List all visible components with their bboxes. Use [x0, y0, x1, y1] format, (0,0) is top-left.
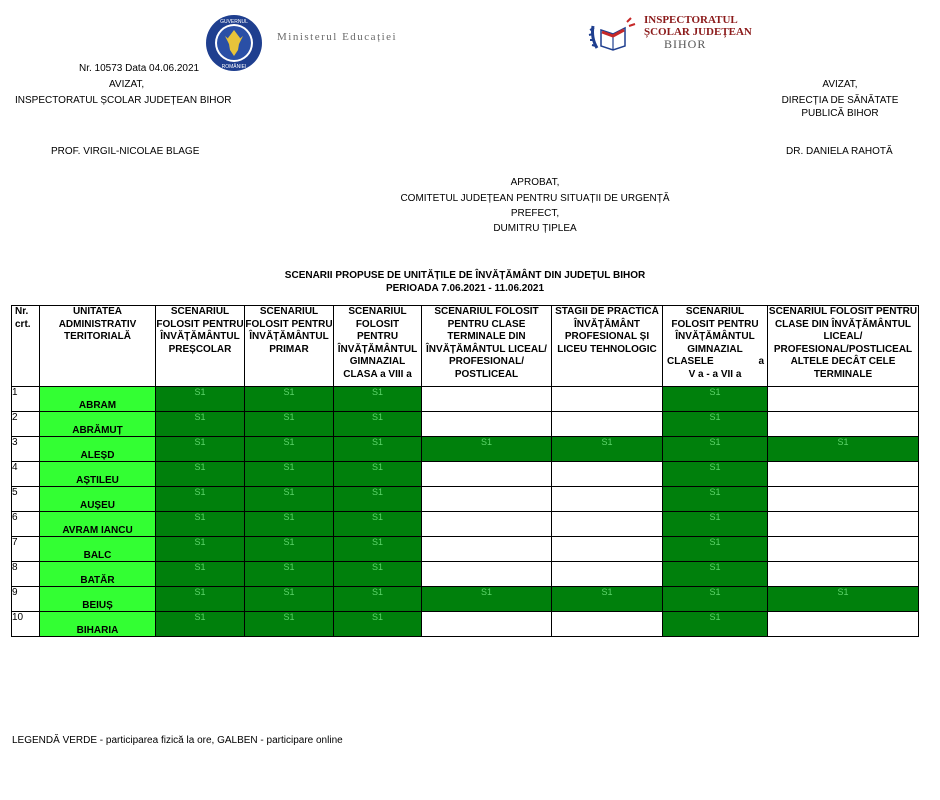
- uat-name: ALEȘD: [40, 437, 156, 462]
- scenario-cell: S1: [663, 587, 768, 612]
- scenario-cell: S1: [156, 512, 245, 537]
- scenario-cell: S1: [156, 537, 245, 562]
- scenario-cell: S1: [663, 487, 768, 512]
- ministry-name: Ministerul Educației: [277, 31, 398, 43]
- empty-cell: [768, 462, 919, 487]
- row-number: 10: [12, 612, 40, 637]
- prefect-name: DUMITRU ȚIPLEA: [493, 223, 577, 234]
- empty-cell: [552, 387, 663, 412]
- row-number: 7: [12, 537, 40, 562]
- header-liceal-other: SCENARIUL FOLOSIT PENTRU CLASE DIN ÎNVĂȚĂMÂNTUL LICEAL/ PROFESIONAL/POSTLICEAL ALTELE DECÂT CELE TERMINALE: [768, 306, 919, 387]
- left-institution: INSPECTORATUL ȘCOLAR JUDEȚEAN BIHOR: [15, 95, 232, 106]
- scenario-cell: S1: [334, 412, 422, 437]
- header-prescolar: SCENARIUL FOLOSIT PENTRU ÎNVĂȚĂMÂNTUL PREȘCOLAR: [156, 306, 245, 387]
- header-liceal-terminale: SCENARIUL FOLOSIT PENTRU CLASE TERMINALE DIN ÎNVĂȚĂMÂNTUL LICEAL/ PROFESIONAL/ POSTLICEAL: [422, 306, 552, 387]
- isj-line-3: BIHOR: [664, 37, 707, 51]
- header-gim57-a: a: [758, 356, 764, 367]
- scenario-cell: S1: [552, 587, 663, 612]
- scenario-cell: S1: [663, 612, 768, 637]
- isj-book-logo-icon: [587, 16, 639, 56]
- empty-cell: [422, 487, 552, 512]
- scenario-cell: S1: [663, 512, 768, 537]
- scenario-cell: S1: [334, 437, 422, 462]
- scenario-cell: S1: [663, 412, 768, 437]
- table-row: [12, 487, 919, 512]
- empty-cell: [768, 512, 919, 537]
- document-number: Nr. 10573 Data 04.06.2021: [79, 63, 200, 74]
- empty-cell: [552, 462, 663, 487]
- empty-cell: [768, 562, 919, 587]
- row-number: 2: [12, 412, 40, 437]
- scenario-cell: S1: [334, 487, 422, 512]
- scenario-cell: S1: [663, 562, 768, 587]
- scenario-cell: S1: [334, 462, 422, 487]
- table-row: [12, 387, 919, 412]
- scenario-cell: S1: [422, 437, 552, 462]
- scenario-cell: S1: [156, 612, 245, 637]
- scenario-cell: S1: [156, 562, 245, 587]
- empty-cell: [552, 612, 663, 637]
- table-row: [12, 412, 919, 437]
- scenario-cell: S1: [156, 487, 245, 512]
- table-header-row: [12, 306, 919, 387]
- isj-logo-text: [644, 14, 752, 50]
- uat-name: BIHARIA: [40, 612, 156, 637]
- empty-cell: [768, 487, 919, 512]
- svg-text:ROMÂNIEI: ROMÂNIEI: [221, 64, 247, 70]
- scenario-cell: S1: [768, 587, 919, 612]
- scenario-cell: S1: [422, 587, 552, 612]
- isj-line-1: INSPECTORATUL: [644, 14, 738, 26]
- left-avizat: AVIZAT,: [109, 79, 145, 90]
- scenario-cell: S1: [156, 412, 245, 437]
- scenario-cell: S1: [245, 562, 334, 587]
- header-gim57-tail: V a - a VII a: [688, 368, 742, 380]
- document-period: PERIOADA 7.06.2021 - 11.06.2021: [385, 283, 545, 294]
- scenario-cell: S1: [245, 612, 334, 637]
- empty-cell: [768, 537, 919, 562]
- scenario-cell: S1: [334, 387, 422, 412]
- empty-cell: [422, 612, 552, 637]
- scenario-cell: S1: [245, 412, 334, 437]
- uat-name: BEIUȘ: [40, 587, 156, 612]
- empty-cell: [552, 487, 663, 512]
- uat-name: ABRAM: [40, 387, 156, 412]
- uat-name: BALC: [40, 537, 156, 562]
- scenarios-table: [11, 305, 919, 637]
- row-number: 5: [12, 487, 40, 512]
- header-nr: Nr. crt.: [12, 306, 40, 387]
- row-number: 1: [12, 387, 40, 412]
- empty-cell: [422, 512, 552, 537]
- empty-cell: [422, 537, 552, 562]
- scenario-cell: S1: [334, 512, 422, 537]
- row-number: 3: [12, 437, 40, 462]
- right-signatory: DR. DANIELA RAHOTĂ: [786, 146, 893, 157]
- scenario-cell: S1: [245, 387, 334, 412]
- scenario-cell: S1: [245, 587, 334, 612]
- right-avizat: AVIZAT,: [822, 79, 858, 90]
- table-row: [12, 462, 919, 487]
- uat-name: AUȘEU: [40, 487, 156, 512]
- table-row: [12, 512, 919, 537]
- scenario-cell: S1: [663, 437, 768, 462]
- scenario-cell: S1: [334, 612, 422, 637]
- uat-name: AȘTILEU: [40, 462, 156, 487]
- government-seal-icon: [205, 14, 263, 72]
- scenario-cell: S1: [245, 487, 334, 512]
- row-number: 9: [12, 587, 40, 612]
- scenario-cell: S1: [245, 437, 334, 462]
- table-row: [12, 587, 919, 612]
- scenario-cell: S1: [156, 387, 245, 412]
- empty-cell: [422, 562, 552, 587]
- scenario-cell: S1: [663, 387, 768, 412]
- table-row: [12, 437, 919, 462]
- empty-cell: [768, 412, 919, 437]
- empty-cell: [768, 612, 919, 637]
- left-signatory: PROF. VIRGIL-NICOLAE BLAGE: [51, 146, 200, 157]
- header-gimnazial-5-7: [663, 306, 768, 387]
- empty-cell: [422, 412, 552, 437]
- right-institution-2: PUBLICĂ BIHOR: [801, 108, 879, 119]
- row-number: 8: [12, 562, 40, 587]
- scenario-cell: S1: [245, 537, 334, 562]
- uat-name: BATĂR: [40, 562, 156, 587]
- scenario-cell: S1: [552, 437, 663, 462]
- scenario-cell: S1: [156, 437, 245, 462]
- table-row: [12, 612, 919, 637]
- isj-line-2: ȘCOLAR JUDEȚEAN: [644, 26, 752, 38]
- header-gimnazial-8: SCENARIUL FOLOSIT PENTRU ÎNVĂȚĂMÂNTUL GIMNAZIAL CLASA a VIII a: [334, 306, 422, 387]
- row-number: 6: [12, 512, 40, 537]
- empty-cell: [422, 462, 552, 487]
- header-uat: UNITATEA ADMINISTRATIV TERITORIALĂ: [40, 306, 156, 387]
- empty-cell: [552, 412, 663, 437]
- scenario-cell: S1: [156, 587, 245, 612]
- svg-text:GUVERNUL: GUVERNUL: [220, 19, 248, 25]
- empty-cell: [552, 537, 663, 562]
- header-stagii: STAGII DE PRACTICĂ ÎNVĂȚĂMÂNT PROFESIONAL ȘI LICEU TEHNOLOGIC: [552, 306, 663, 387]
- header-primar: SCENARIUL FOLOSIT PENTRU ÎNVĂȚĂMÂNTUL PRIMAR: [245, 306, 334, 387]
- scenario-cell: S1: [334, 587, 422, 612]
- prefect-label: PREFECT,: [510, 208, 560, 219]
- table-row: [12, 562, 919, 587]
- scenario-cell: S1: [663, 537, 768, 562]
- scenario-cell: S1: [245, 462, 334, 487]
- scenario-cell: S1: [334, 537, 422, 562]
- right-institution-1: DIRECȚIA DE SĂNĂTATE: [781, 95, 899, 106]
- header-gim57-main: SCENARIUL FOLOSIT PENTRU ÎNVĂȚĂMÂNTUL GIMNAZIAL: [671, 306, 759, 355]
- approved-label: APROBAT,: [510, 177, 560, 188]
- uat-name: AVRAM IANCU: [40, 512, 156, 537]
- empty-cell: [552, 512, 663, 537]
- scenario-cell: S1: [156, 462, 245, 487]
- committee-name: COMITETUL JUDEȚEAN PENTRU SITUAȚII DE URGENȚĂ: [400, 193, 670, 204]
- scenario-cell: S1: [334, 562, 422, 587]
- table-row: [12, 537, 919, 562]
- scenario-cell: S1: [768, 437, 919, 462]
- document-title: SCENARII PROPUSE DE UNITĂȚILE DE ÎNVĂȚĂMÂNT DIN JUDEȚUL BIHOR: [284, 270, 646, 281]
- legend: LEGENDĂ VERDE - participarea fizică la ore, GALBEN - participare online: [12, 735, 343, 746]
- scenario-cell: S1: [245, 512, 334, 537]
- header-gim57-clasele: CLASELE: [667, 356, 714, 367]
- empty-cell: [422, 387, 552, 412]
- row-number: 4: [12, 462, 40, 487]
- empty-cell: [552, 562, 663, 587]
- uat-name: ABRĂMUȚ: [40, 412, 156, 437]
- empty-cell: [768, 387, 919, 412]
- scenario-cell: S1: [663, 462, 768, 487]
